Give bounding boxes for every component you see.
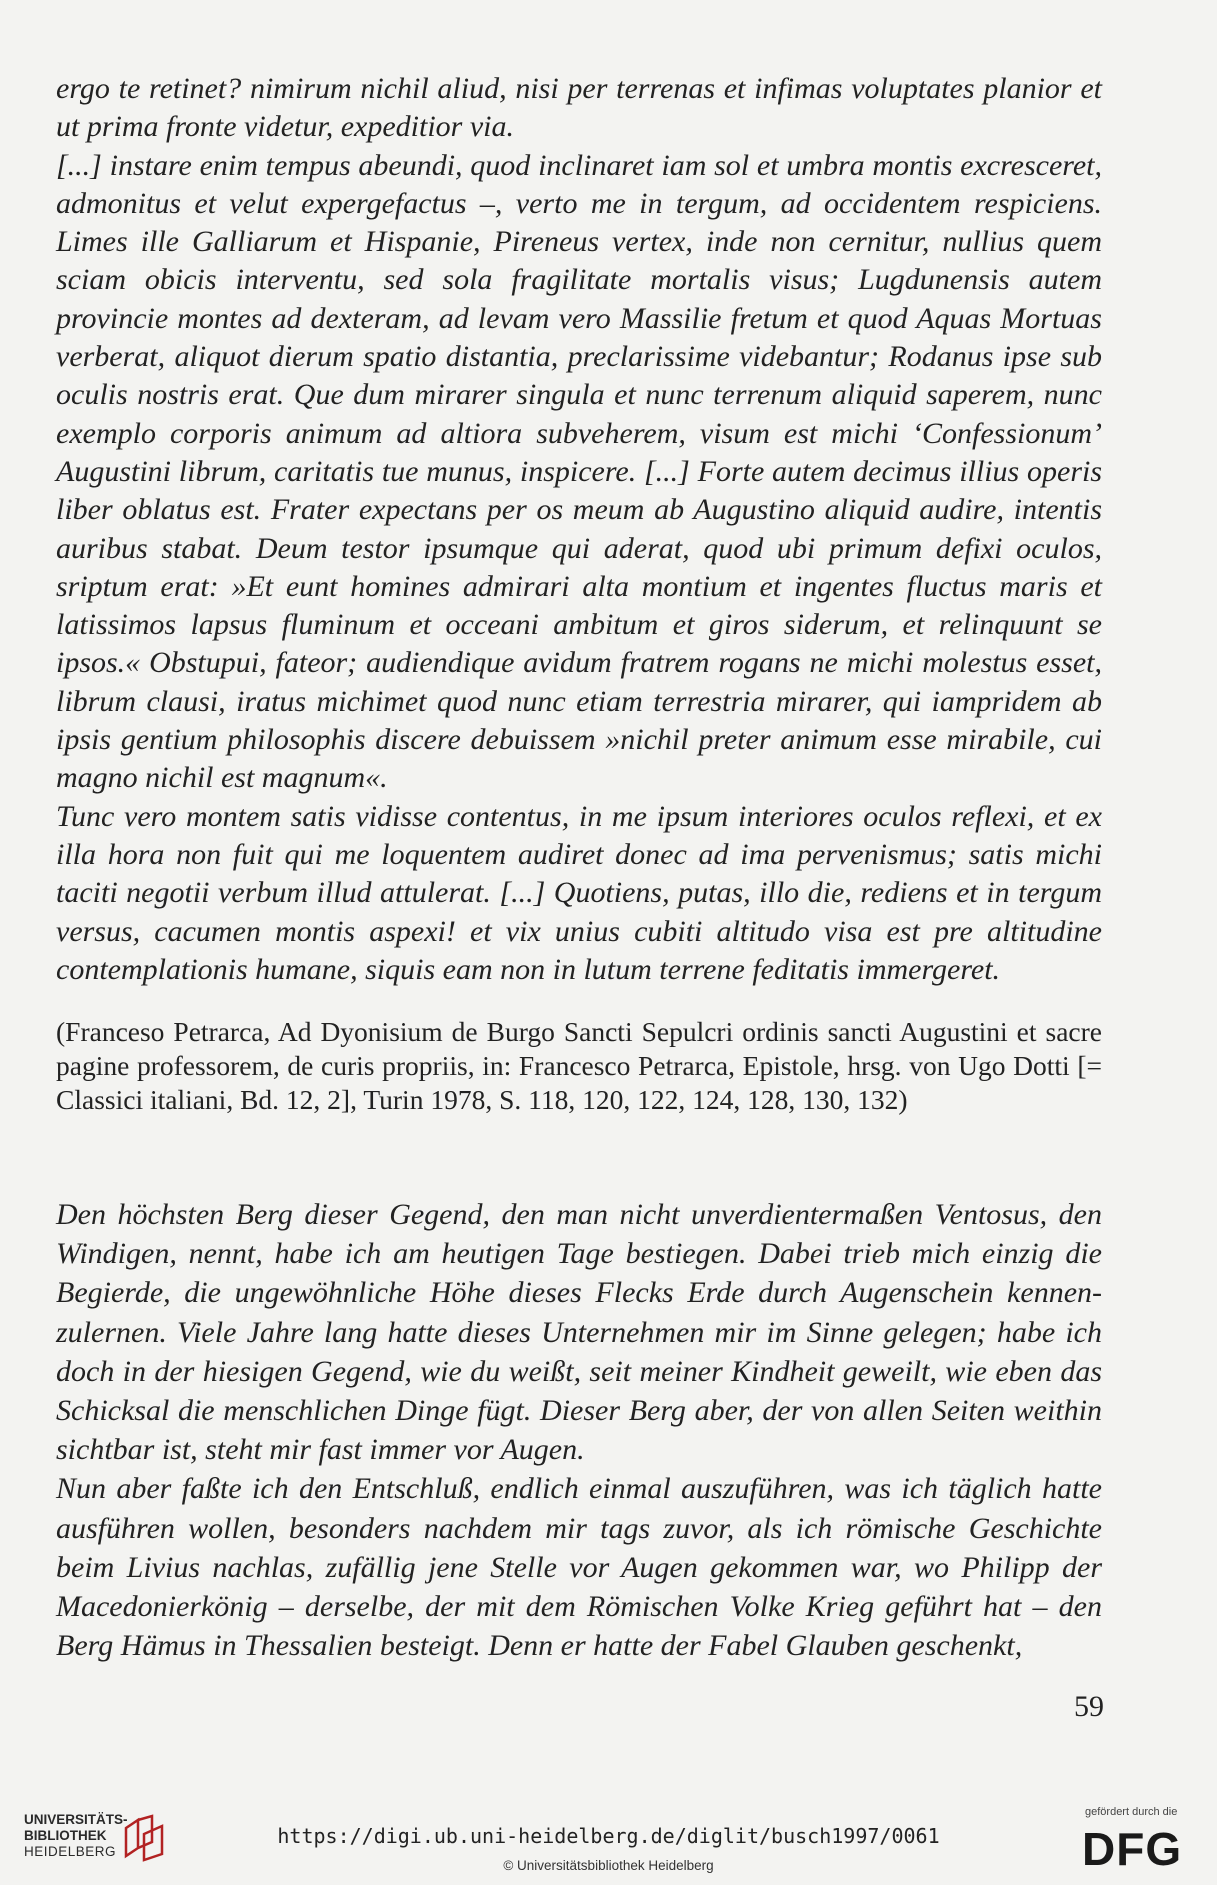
permalink-url[interactable]: https://digi.ub.uni-heidelberg.de/diglit/busch1997/0061 [277,1824,940,1848]
latin-quotation [56,70,1102,989]
latin-paragraph-3: Tunc vero montem satis vidisse contentus, in me ipsum interiores oculos reflexi, et ex illa hora non fuit qui me loquentem audiret donec ad ima pervenismus; satis michi taciti negotii verbum illud attulerat. [...] Quotiens, putas, illo die, rediens et in tergum versus, cacumen montis aspexi! et vix unius cubiti altitudo visa est pre altitudine contemplationis humane, siquis eam non in lutum terrene feditatis immergeret. [56,799,1102,986]
funding-note: gefördert durch die [1085,1806,1178,1818]
page-number: 59 [1074,1690,1104,1723]
dfg-logo: DFG [1082,1823,1183,1875]
latin-paragraph-1: ergo te retinet? nimirum nichil aliud, nisi per terrenas et infimas voluptates planior et ut prima fronte videtur, expeditior via. [56,72,1102,144]
source-citation [56,1015,1102,1117]
german-paragraph-1: Den höchsten Berg dieser Gegend, den man nicht unverdientermaßen Ventosus, den Windigen, nennt, habe ich am heutigen Tage bestiegen. Dabei trieb mich einzig die Begierde, die ungewöhnliche Höhe dieses Flecks Erde durch Augenschein kennen-zulernen. Viele Jahre lang hatte dieses Unternehmen mir im Sinne gelegen; habe ich doch in der hiesigen Gegend, wie du weißt, seit meiner Kindheit geweilt, wie eben das Schicksal die menschlichen Dinge fügt. Dieser Berg aber, der von allen Seiten weithin sichtbar ist, steht mir fast immer vor Augen. [56,1198,1102,1467]
german-paragraph-2: Nun aber faßte ich den Entschluß, endlich einmal auszuführen, was ich täglich hatte ausführen wollen, besonders nachdem mir tags zuvor, als ich römische Geschichte beim Livius nachlas, zufällig jene Stelle vor Augen gekommen war, wo Philipp der Macedonierkönig – derselbe, der mit dem Römischen Volke Krieg geführt hat – den Berg Hämus in Thessalien besteigt. Denn er hatte der Fabel Glauben geschenkt, [56,1472,1102,1663]
library-line-3: HEIDELBERG [24,1844,117,1859]
latin-paragraph-2: [...] instare enim tempus abeundi, quod inclinaret iam sol et umbra montis excresceret, admonitus et velut expergefactus –, verto me in tergum, ad occidentem respiciens. Limes ille Galliarum et Hispanie, Pireneus vertex, inde non cernitur, nullius quem sciam obicis interventu, sed sola fragilitate mortalis visus; Lugdunensis autem provincie montes ad dexteram, ad levam vero Massilie fretum et quod Aquas Mortuas verberat, aliquot dierum spatio distantia, preclarissime videbantur; Rodanus ipse sub oculis nostris erat. Que dum mirarer singula et nunc terrenum aliquid saperem, nunc exemplo corporis animum ad altiora subveherem, visum est michi ‘Confessionum’ Augustini librum, caritatis tue munus, inspicere. [...] Forte autem decimus illius operis liber oblatus est. Frater expectans per os meum ab Augustino aliquid audire, intentis auribus stabat. Deum testor ipsumque qui aderat, quod ubi primum defixi oculos, sriptum erat: »Et eunt homines admirari alta montium et ingentes fluctus maris et latissimos lapsus fluminum et occeani ambitum et giros siderum, et relinquunt se ipsos.« Obstupui, fateor; audiendique avidum fratrem rogans ne michi molestus esset, librum clausi, iratus michimet quod nunc etiam terrestria mirarer, qui iampridem ab ipsis gentium philosophis discere debuissem »nichil preter animum esse mirabile, cui magno nichil est magnum«. [56,148,1102,795]
copyright-notice: © Universitätsbibliothek Heidelberg [503,1858,714,1873]
library-line-1: UNIVERSITÄTS- [24,1812,128,1827]
citation-text: (Franceso Petrarca, Ad Dyonisium de Burgo Sancti Sepulcri ordinis sancti Augustini et sacre pagine professorem, de curis propriis, in: Francesco Petrarca, Epistole, hrsg. von Ugo Dotti [= Classici italiani, Bd. 12, 2], Turin 1978, S. 118, 120, 122, 124, 128, 130, 132) [56,1016,1102,1115]
library-line-2: BIBLIOTHEK [24,1828,107,1843]
footer [0,1770,1217,1885]
german-translation [56,1195,1102,1665]
